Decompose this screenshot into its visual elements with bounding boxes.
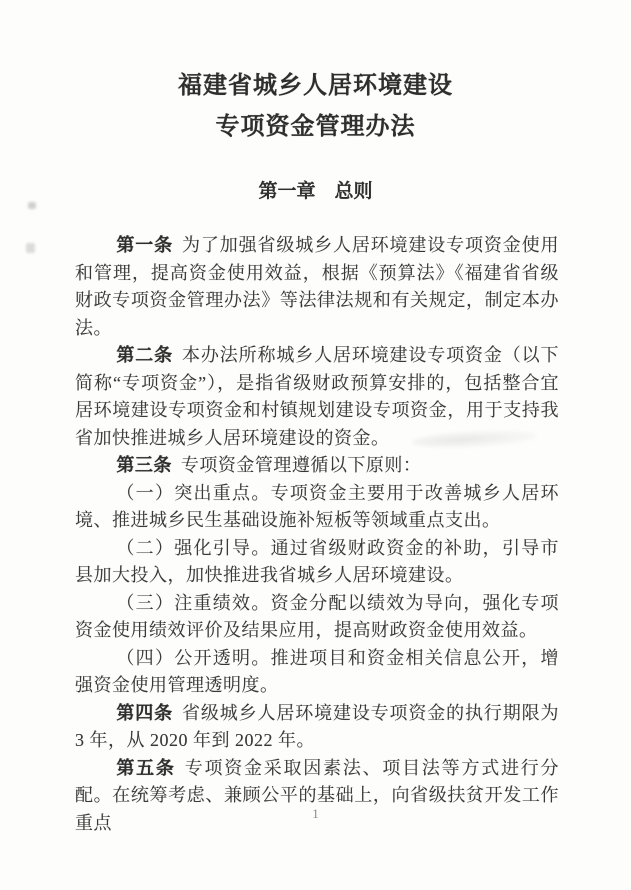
paragraph: （四）公开透明。推进项目和资金相关信息公开，增强资金使用管理透明度。 (75, 647, 559, 695)
document-title-line-1: 福建省城乡人居环境建设 (178, 73, 453, 99)
article-number: 第一条 (116, 235, 173, 255)
paragraph: （三）注重绩效。资金分配以绩效为导向，强化专项资金使用绩效评价及结果应用，提高财政资金使用效益。 (75, 592, 559, 640)
article-number: 第四条 (116, 702, 173, 723)
paragraph: （二）强化引导。通过省级财政资金的补助，引导市县加大投入，加快推进我省城乡人居环境建设。 (75, 537, 559, 585)
page-number: 1 (312, 806, 319, 821)
paragraph: 第二条 本办法所称城乡人居环境建设专项资金（以下简称“专项资金”），是指省级财政预算安排的，包括整合宜居环境建设专项资金和村镇规划建设专项资金，用于支持我省加快推进城乡人居环境建设的资金。 (75, 345, 560, 448)
paragraph: 第四条 省级城乡人居环境建设专项资金的执行期限为 3 年，从 2020 年到 2022 年。 (75, 702, 560, 750)
paragraph: 第五条 专项资金采取因素法、项目法等方式进行分配。在统筹考虑、兼顾公平的基础上，向省级扶贫开发工作重点 (75, 757, 560, 833)
document-title (0, 0, 631, 148)
document-body (75, 232, 559, 837)
paragraph: 第三条 专项资金管理遵循以下原则： (116, 455, 422, 475)
article-number: 第二条 (116, 345, 173, 365)
document-title-line-2: 专项资金管理办法 (215, 114, 416, 140)
scan-artifact-mark (26, 243, 35, 253)
article-number: 第三条 (116, 455, 172, 475)
chapter-heading: 第一章 总则 (258, 181, 373, 202)
paragraph: 第一条 为了加强省级城乡人居环境建设专项资金使用和管理，提高资金使用效益，根据《预算法》《福建省省级财政专项资金管理办法》等法律法规和有关规定，制定本办法。 (75, 235, 560, 338)
paragraph: （一）突出重点。专项资金主要用于改善城乡人居环境、推进城乡民生基础设施补短板等领域重点支出。 (75, 482, 559, 530)
article-number: 第五条 (116, 757, 176, 778)
